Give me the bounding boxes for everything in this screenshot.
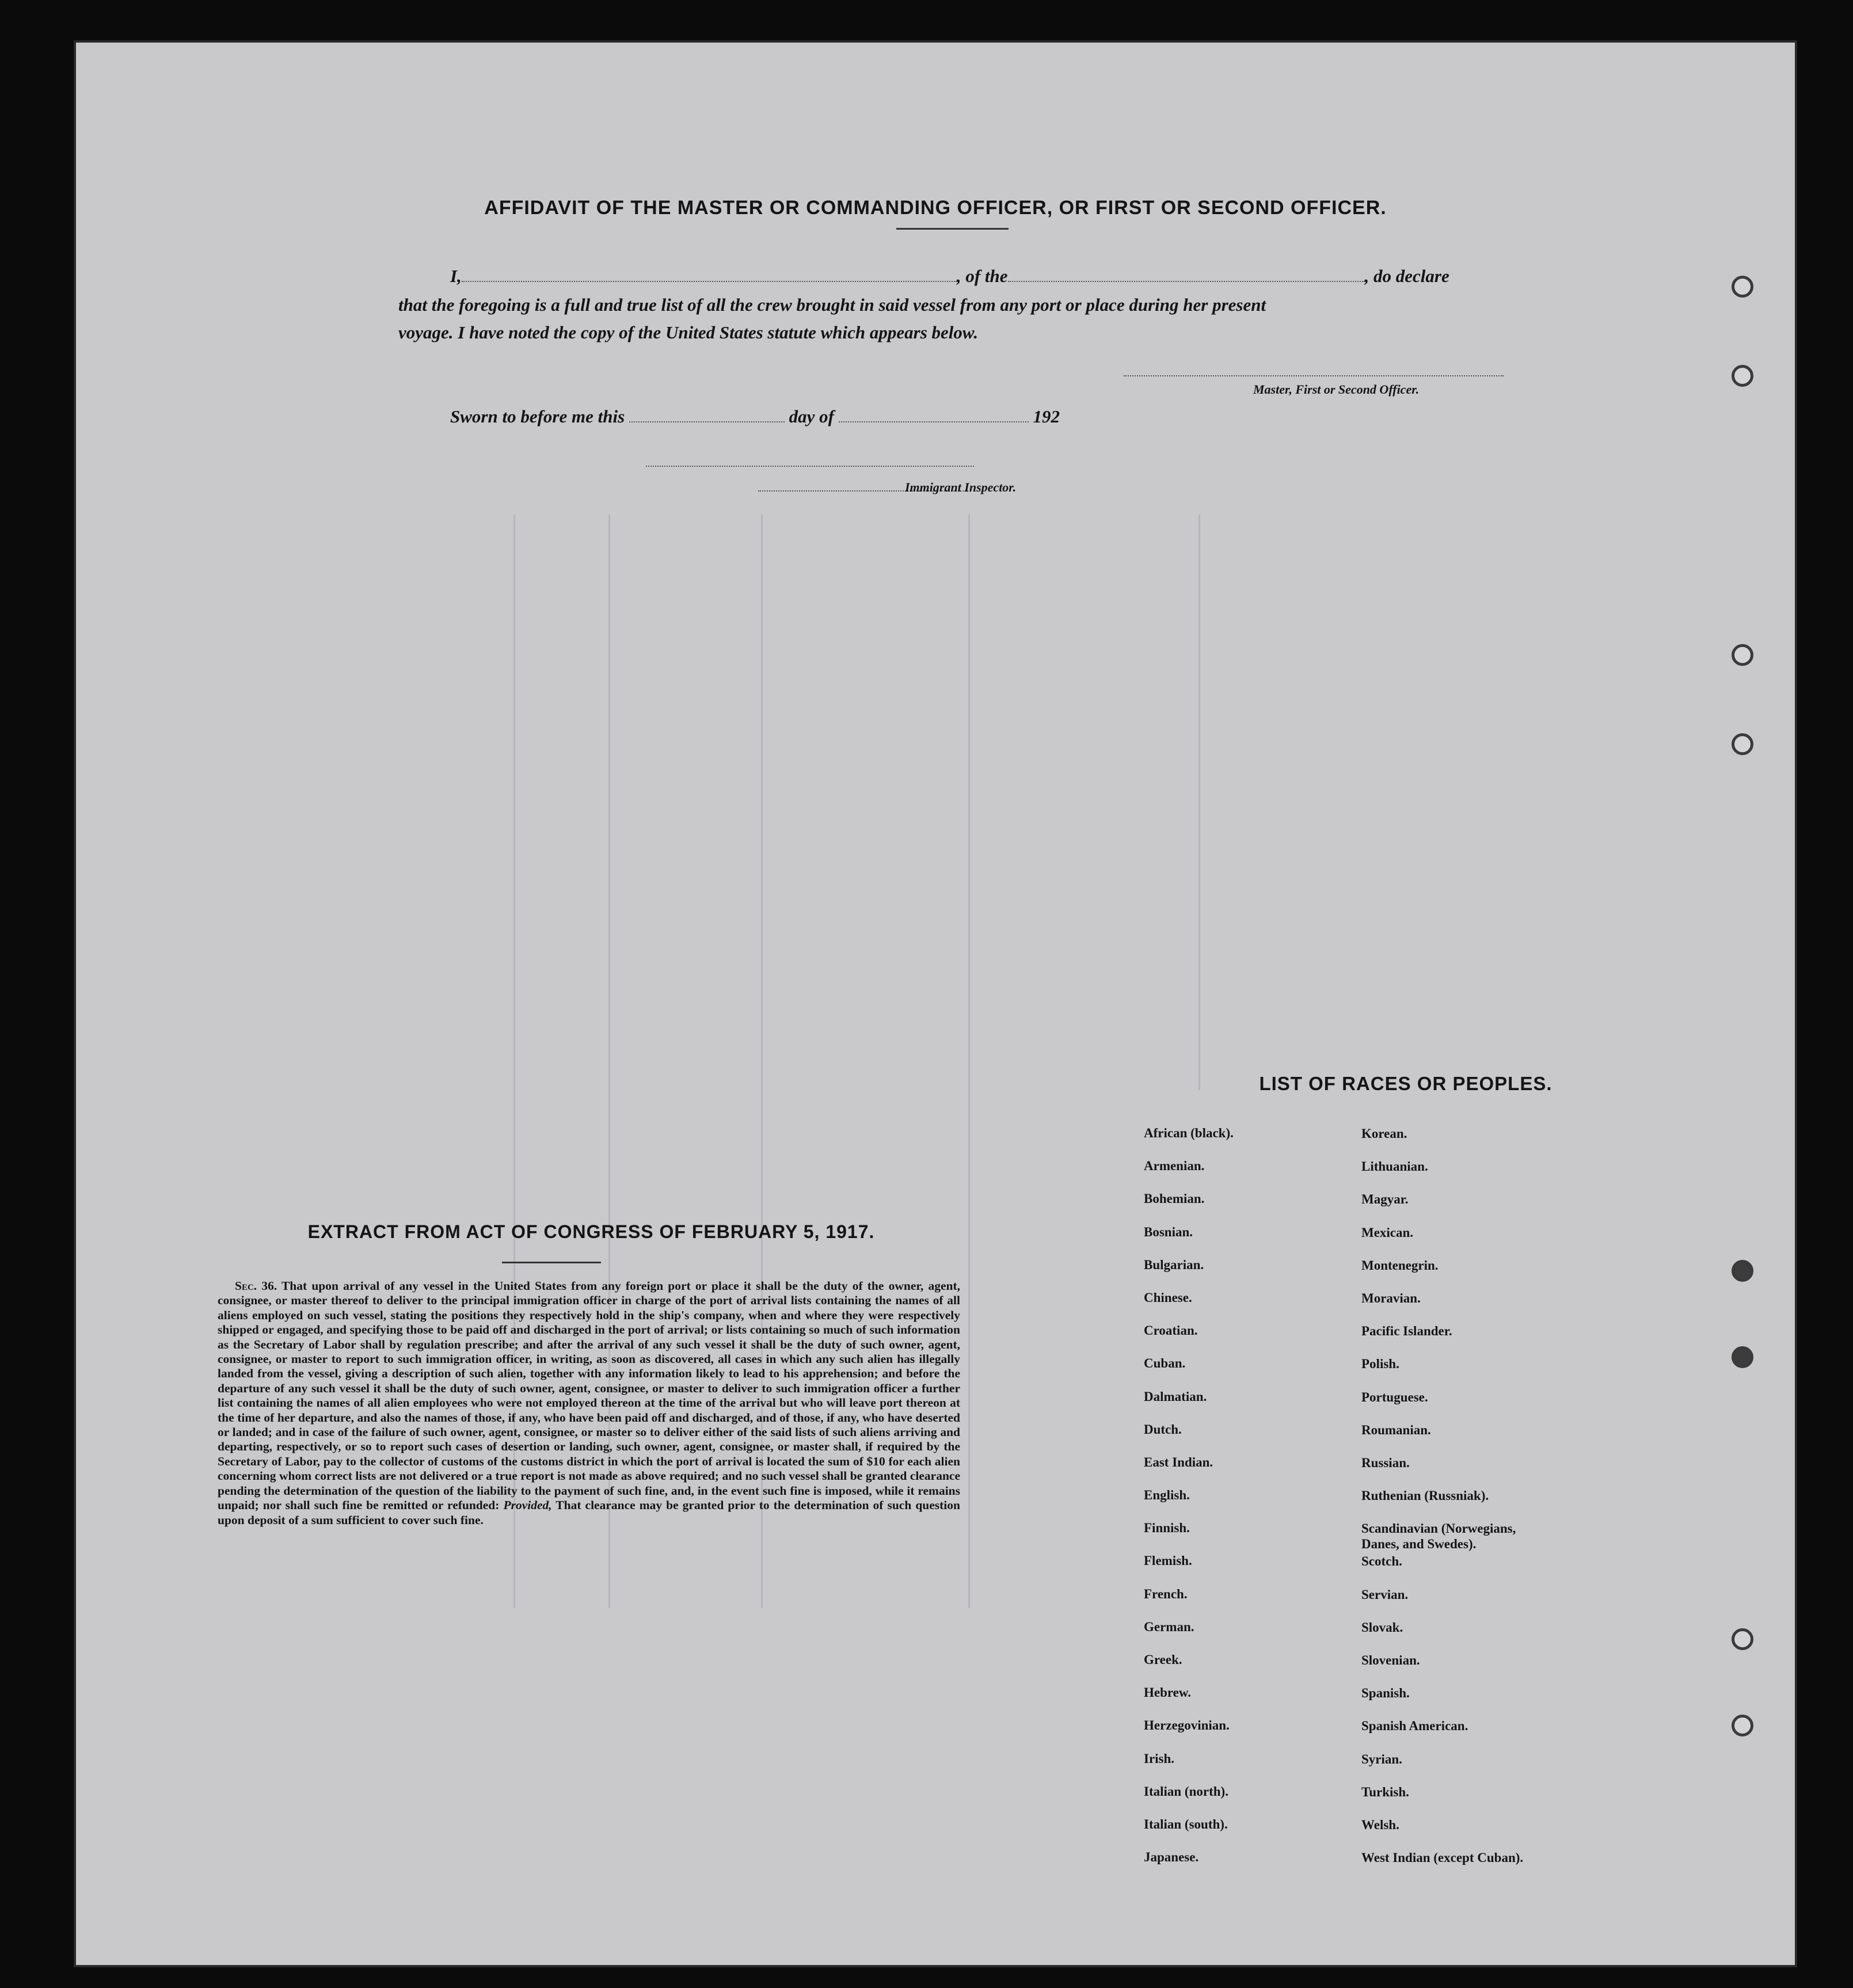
race-name: Russian. <box>1361 1455 1410 1470</box>
race-name: Armenian. <box>1144 1159 1205 1174</box>
sworn-month-field[interactable] <box>839 421 1029 422</box>
race-name: East Indian. <box>1144 1454 1213 1469</box>
sworn-day-field[interactable] <box>629 421 785 422</box>
race-name: Pacific Islander. <box>1361 1324 1452 1339</box>
inspector-caption: Immigrant Inspector. <box>905 480 1017 494</box>
race-name: Chinese. <box>1144 1290 1192 1305</box>
manifest-page <box>74 40 1797 1967</box>
affidavit-line-1 <box>450 266 1601 287</box>
binder-hole-icon <box>1732 1628 1753 1650</box>
binder-hole-icon <box>1732 365 1753 387</box>
race-name: Croatian. <box>1144 1323 1198 1338</box>
affidavit-of-the: , of the <box>956 266 1008 286</box>
affidavit-title: AFFIDAVIT OF THE MASTER OR COMMANDING OFFICER, OR FIRST OR SECOND OFFICER. <box>484 197 1387 219</box>
provided-word: Provided, <box>503 1498 552 1513</box>
affidavit-i: I, <box>450 266 462 286</box>
race-row <box>1144 1422 1708 1455</box>
race-row <box>1144 1191 1708 1224</box>
race-row <box>1144 1553 1708 1586</box>
race-row <box>1144 1159 1708 1191</box>
race-name: Flemish. <box>1144 1553 1192 1568</box>
race-name: Spanish. <box>1361 1686 1410 1701</box>
binder-hole-icon <box>1732 733 1753 755</box>
race-row <box>1144 1356 1708 1389</box>
title-underline <box>896 228 1009 230</box>
extract-underline <box>502 1262 601 1263</box>
race-name: Hebrew. <box>1144 1685 1191 1700</box>
race-row <box>1144 1685 1708 1718</box>
race-name: Finnish. <box>1144 1521 1190 1536</box>
race-name: Bohemian. <box>1144 1191 1205 1206</box>
master-caption: Master, First or Second Officer. <box>1253 382 1420 397</box>
race-name: Ruthenian (Russniak). <box>1361 1488 1489 1503</box>
binder-hole-icon <box>1732 1346 1753 1368</box>
race-name: African (black). <box>1144 1126 1234 1140</box>
affidavit-line-2: that the foregoing is a full and true list of all the crew brought in said vessel from any port or place during her present <box>398 295 1266 315</box>
race-name: Scotch. <box>1361 1554 1402 1569</box>
race-name: Spanish American. <box>1361 1719 1468 1734</box>
race-name: Portuguese. <box>1361 1389 1428 1404</box>
binder-hole-icon <box>1732 1260 1753 1282</box>
race-name: Slovenian. <box>1361 1653 1420 1667</box>
race-name: West Indian (except Cuban). <box>1361 1850 1524 1865</box>
race-row <box>1144 1652 1708 1685</box>
race-name: English. <box>1144 1488 1190 1503</box>
bleed-through-line <box>968 515 970 1608</box>
race-name: Bosnian. <box>1144 1224 1193 1239</box>
race-row <box>1144 1817 1708 1850</box>
race-row <box>1144 1389 1708 1422</box>
race-row <box>1144 1455 1708 1488</box>
race-name: German. <box>1144 1619 1194 1634</box>
race-name: Korean. <box>1361 1126 1407 1141</box>
statute-text <box>218 1279 960 1528</box>
master-name-field[interactable] <box>462 281 957 282</box>
sworn-line <box>450 406 1256 427</box>
race-name: Magyar. <box>1361 1192 1409 1207</box>
race-row <box>1144 1126 1708 1159</box>
race-name: Dalmatian. <box>1144 1389 1207 1404</box>
race-name: Turkish. <box>1361 1784 1409 1799</box>
race-name: French. <box>1144 1586 1188 1601</box>
race-name: Italian (north). <box>1144 1784 1228 1799</box>
race-name: Cuban. <box>1144 1356 1186 1371</box>
race-row <box>1144 1850 1708 1883</box>
section-label: Sec. 36. <box>235 1279 277 1293</box>
inspector-signature-field[interactable] <box>646 466 974 467</box>
race-row <box>1144 1258 1708 1290</box>
race-name: Greek. <box>1144 1652 1182 1667</box>
binder-hole-icon <box>1732 276 1753 298</box>
day-of-text: day of <box>789 406 834 426</box>
race-row <box>1144 1225 1708 1258</box>
race-name: Lithuanian. <box>1361 1159 1428 1174</box>
binder-hole-icon <box>1732 1715 1753 1736</box>
race-name: Irish. <box>1144 1751 1175 1766</box>
affidavit-declare: , do declare <box>1364 266 1449 286</box>
race-name: Italian (south). <box>1144 1816 1228 1831</box>
statute-body: That upon arrival of any vessel in the United States from any foreign port or place it shall be the duty of the owner, agent, consignee, or master thereof to deliver to the principal immigration officer in charge of the port of arrival lists containing the names of all aliens employed on such vessel, stating the positions they respectively hold in the ship's company, when and where they were respectively shipped or engaged, and specifying those to be paid off and discharged in the port of arrival; or lists containing so much of such information as the Secretary of Labor shall by regulation prescribe; and after the arrival of any such vessel it shall be the duty of such owner, agent, consignee, or master to report to such immigration officer, in writing, as soon as discovered, all cases in which any such alien has illegally landed from the vessel, giving a description of such alien, together with any information likely to lead to his apprehension; and before the departure of any such vessel it shall be the duty of such owner, agent, consignee, or master to deliver to such immigration officer a further list containing the names of all alien employees who were not employed thereon at the time of the arrival but who will leave port thereon at the time of her departure, and also the names of those, if any, who have been paid off and discharged, and of those, if any, who have deserted or landed; and in case of the failure of such owner, agent, consignee, or master so to deliver either of the said lists of such aliens arriving and departing, respectively, or so to report such cases of desertion or landing, such owner, agent, consignee, or master shall, if required by the Secretary of Labor, pay to the collector of customs of the customs district in which the port of arrival is located the sum of $10 for each alien concerning whom correct lists are not delivered or a true report is not made as above required; and no such vessel shall be granted clearance pending the determination of the question of the liability to the payment of such fine, and, in the event such fine is imposed, while it remains unpaid; nor shall such fine be remitted or refunded: <box>218 1279 960 1513</box>
race-name: Dutch. <box>1144 1422 1182 1437</box>
race-name: Servian. <box>1361 1587 1409 1602</box>
race-name: Japanese. <box>1144 1850 1199 1865</box>
race-name: Syrian. <box>1361 1751 1402 1766</box>
race-name: Welsh. <box>1361 1817 1399 1832</box>
race-row <box>1144 1290 1708 1323</box>
races-list <box>1144 1126 1708 1883</box>
race-name: Scandinavian (Norwegians, Danes, and Swedes). <box>1361 1521 1516 1552</box>
race-name: Moravian. <box>1361 1290 1421 1305</box>
vessel-name-field[interactable] <box>1008 281 1365 282</box>
race-row <box>1144 1751 1708 1784</box>
extract-title: EXTRACT FROM ACT OF CONGRESS OF FEBRUARY 5, 1917. <box>307 1221 875 1242</box>
race-row <box>1144 1587 1708 1620</box>
year-text: 192 <box>1033 406 1060 426</box>
race-row <box>1144 1521 1708 1553</box>
race-row <box>1144 1718 1708 1751</box>
race-row <box>1144 1784 1708 1817</box>
races-title: LIST OF RACES OR PEOPLES. <box>1259 1073 1553 1094</box>
race-name: Mexican. <box>1361 1225 1414 1240</box>
statute-proviso: That clearance may be granted prior to the determination of such question upon deposit of a sum sufficient to cover such fine. <box>218 1498 960 1527</box>
race-name: Polish. <box>1361 1357 1399 1372</box>
binder-hole-icon <box>1732 644 1753 666</box>
race-name: Herzegovinian. <box>1144 1718 1230 1733</box>
race-name: Roumanian. <box>1361 1422 1431 1437</box>
race-row <box>1144 1488 1708 1521</box>
race-name: Bulgarian. <box>1144 1257 1204 1272</box>
master-signature-field[interactable] <box>1124 375 1504 376</box>
bleed-through-line <box>1198 515 1200 1090</box>
race-row <box>1144 1323 1708 1356</box>
affidavit-line-3: voyage. I have noted the copy of the United States statute which appears below. <box>398 322 979 342</box>
race-row <box>1144 1620 1708 1652</box>
race-name: Montenegrin. <box>1361 1258 1439 1273</box>
race-name: Slovak. <box>1361 1620 1403 1635</box>
sworn-text: Sworn to before me this <box>450 406 625 426</box>
